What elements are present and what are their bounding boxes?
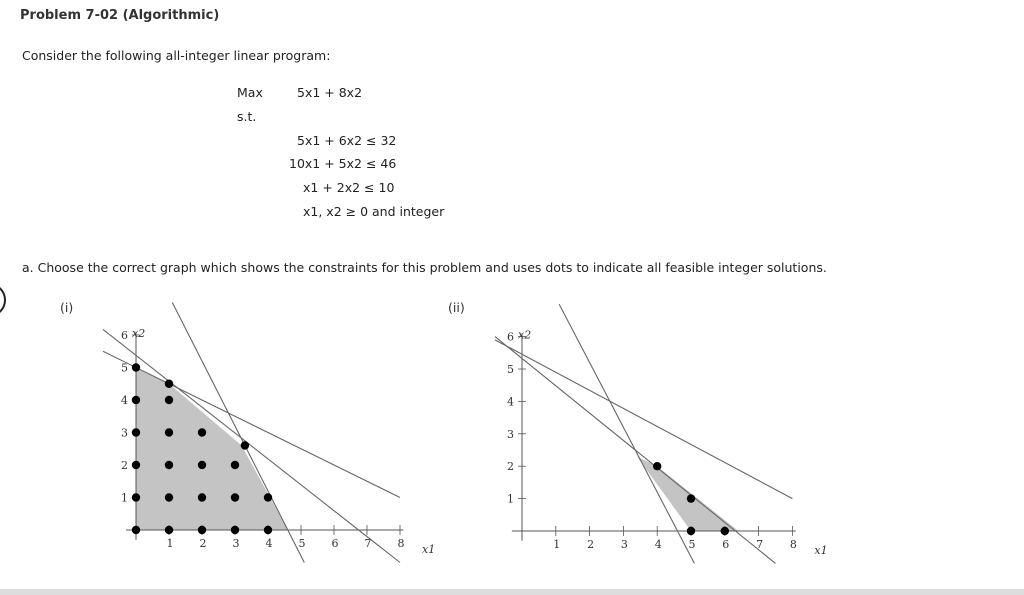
integer-solution-dot bbox=[687, 527, 695, 535]
intro-text: Consider the following all-integer linear program: bbox=[22, 48, 331, 63]
integer-solution-dot bbox=[165, 493, 173, 501]
x-tick-label: 4 bbox=[654, 538, 662, 551]
graph-option-i[interactable] bbox=[103, 303, 435, 563]
integer-solution-dot bbox=[264, 493, 272, 501]
integer-solution-dot bbox=[198, 526, 206, 534]
integer-solution-dot bbox=[231, 461, 239, 469]
x-tick-label: 1 bbox=[166, 537, 174, 550]
y-tick-label: 2 bbox=[121, 459, 128, 472]
feasible-region bbox=[637, 456, 738, 531]
integer-solution-dot bbox=[165, 396, 173, 404]
x-tick-label: 6 bbox=[722, 538, 730, 551]
x-tick-label: 6 bbox=[331, 537, 339, 550]
integer-solution-dot bbox=[132, 526, 140, 534]
constraint-line-2 bbox=[559, 304, 694, 563]
y-tick-label: 3 bbox=[121, 426, 128, 440]
integer-solution-dot bbox=[231, 526, 239, 534]
y-tick-label: 3 bbox=[507, 427, 514, 441]
y-tick-label: 1 bbox=[507, 492, 514, 506]
constraint-2: 10x1 + 5x2 ≤ 46 bbox=[289, 156, 397, 171]
feasible-region bbox=[136, 368, 288, 531]
x-tick-label: 4 bbox=[265, 537, 273, 550]
x-tick-label: 5 bbox=[298, 537, 306, 550]
graph-option-ii[interactable] bbox=[495, 304, 828, 563]
problem-title: Problem 7-02 (Algorithmic) bbox=[20, 8, 220, 23]
integer-solution-dot bbox=[198, 461, 206, 469]
integer-solution-dot bbox=[198, 428, 206, 436]
integer-solution-dot bbox=[165, 428, 173, 436]
y-axis-label: x2 bbox=[132, 327, 146, 340]
integer-solution-dot bbox=[653, 462, 661, 470]
objective-label: Max bbox=[237, 85, 263, 100]
option-i-label[interactable]: (i) bbox=[60, 300, 74, 315]
integer-solution-dot bbox=[198, 493, 206, 501]
question-a-text: a. Choose the correct graph which shows the constraints for this problem and uses dots to indicate all feasible integer solutions. bbox=[22, 260, 827, 275]
integer-solution-dot bbox=[132, 461, 140, 469]
option-ii-label[interactable]: (ii) bbox=[448, 300, 465, 315]
y-tick-label: 6 bbox=[121, 329, 128, 342]
bottom-scrollbar-track bbox=[0, 589, 1024, 595]
constraint-3: x1 + 2x2 ≤ 10 bbox=[303, 180, 395, 195]
subject-to-label: s.t. bbox=[237, 109, 257, 124]
x-tick-label: 1 bbox=[553, 538, 561, 551]
integer-solution-dot bbox=[132, 363, 140, 371]
integer-solution-dot bbox=[241, 441, 249, 449]
constraint-1: 5x1 + 6x2 ≤ 32 bbox=[297, 133, 397, 148]
x-tick-label: 7 bbox=[364, 537, 372, 550]
x-tick-label: 2 bbox=[199, 537, 207, 550]
objective-expression: 5x1 + 8x2 bbox=[297, 85, 363, 100]
x-axis-label: x1 bbox=[422, 543, 436, 556]
x-axis-label: x1 bbox=[814, 544, 828, 557]
y-tick-label: 5 bbox=[507, 363, 514, 376]
y-axis-label: x2 bbox=[518, 328, 532, 342]
nonnegativity-constraint: x1, x2 ≥ 0 and integer bbox=[303, 204, 445, 219]
y-tick-label: 5 bbox=[121, 361, 128, 375]
y-tick-label: 2 bbox=[507, 460, 514, 474]
integer-solution-dot bbox=[231, 493, 239, 501]
integer-solution-dot bbox=[165, 526, 173, 534]
integer-solution-dot bbox=[165, 461, 173, 469]
x-tick-label: 5 bbox=[688, 538, 696, 551]
integer-solution-dot bbox=[165, 380, 173, 388]
integer-solution-dot bbox=[264, 526, 272, 534]
x-tick-label: 2 bbox=[587, 538, 595, 551]
x-tick-label: 3 bbox=[232, 537, 240, 550]
integer-solution-dot bbox=[132, 428, 140, 436]
x-tick-label: 8 bbox=[397, 537, 405, 550]
integer-solution-dot bbox=[132, 396, 140, 404]
x-tick-label: 8 bbox=[789, 538, 797, 551]
integer-solution-dot bbox=[721, 527, 729, 535]
y-tick-label: 4 bbox=[507, 395, 514, 409]
x-tick-label: 7 bbox=[756, 538, 764, 551]
y-tick-label: 4 bbox=[121, 394, 128, 407]
constraint-lines bbox=[495, 304, 792, 563]
y-tick-label: 6 bbox=[507, 330, 514, 344]
integer-solution-dot bbox=[132, 493, 140, 501]
y-tick-label: 1 bbox=[121, 491, 128, 505]
constraint-line-3 bbox=[495, 340, 792, 499]
x-tick-label: 3 bbox=[620, 538, 628, 551]
integer-solution-dot bbox=[687, 494, 695, 502]
